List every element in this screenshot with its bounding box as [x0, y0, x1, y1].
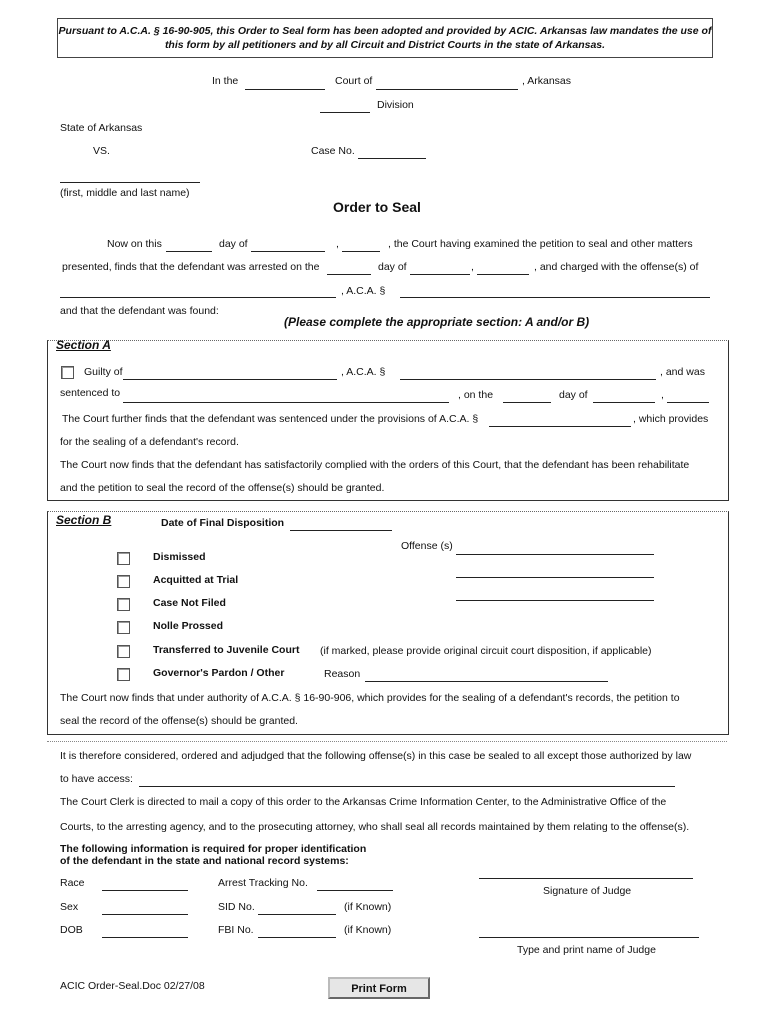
acquitted-label: Acquitted at Trial — [153, 574, 239, 586]
signature-line[interactable] — [479, 878, 693, 879]
now-on-this-label: Now on this — [107, 238, 162, 250]
month-field[interactable] — [251, 251, 325, 252]
document-id: ACIC Order-Seal.Doc 02/27/08 — [60, 980, 205, 992]
dismissed-checkbox[interactable] — [117, 552, 130, 565]
county-field[interactable] — [376, 89, 518, 90]
section-b-label: Section B — [56, 513, 112, 527]
divider — [47, 741, 727, 742]
guilty-of-label: Guilty of — [84, 366, 123, 378]
fbi-if-known: (if Known) — [344, 924, 392, 936]
arrest-month-field[interactable] — [410, 274, 470, 275]
sex-label: Sex — [60, 901, 79, 913]
dob-label: DOB — [60, 924, 83, 936]
sentence-field[interactable] — [123, 402, 449, 403]
day-of-label: day of — [219, 238, 248, 250]
acquitted-checkbox[interactable] — [117, 575, 130, 588]
access-label: to have access: — [60, 773, 133, 785]
comma-label: , — [336, 238, 339, 250]
comma-label-2: , — [471, 261, 474, 273]
case-no-label: Case No. — [311, 145, 355, 157]
signature-label: Signature of Judge — [543, 885, 632, 897]
not-filed-checkbox[interactable] — [117, 598, 130, 611]
arrest-day-field[interactable] — [327, 274, 371, 275]
offense-label: Offense (s) — [401, 540, 453, 552]
date-final-field[interactable] — [290, 530, 392, 531]
comma-label-a: , — [661, 389, 664, 401]
charged-text: , and charged with the offense(s) of — [534, 261, 699, 273]
sid-label: SID No. — [218, 901, 255, 913]
guilty-offense-field[interactable] — [123, 379, 337, 380]
fbi-label: FBI No. — [218, 924, 254, 936]
clerk-text: The Court Clerk is directed to mail a copy of this order to the Arkansas Crime Information Center, to the Administrative Office of the — [60, 796, 667, 808]
court-examined-text: , the Court having examined the petition to seal and other matters — [388, 238, 693, 250]
found-text: and that the defendant was found: — [60, 305, 219, 317]
section-a-label: Section A — [56, 338, 111, 352]
courts-text: Courts, to the arresting agency, and to the prosecuting attorney, who shall seal all records maintained by them relating to the offense(s). — [60, 821, 690, 833]
sentence-month-field[interactable] — [593, 402, 655, 403]
reason-field[interactable] — [365, 681, 608, 682]
offense-field-1[interactable] — [456, 554, 654, 555]
vs-label: VS. — [93, 145, 110, 157]
sentence-day-field[interactable] — [503, 402, 551, 403]
juvenile-label: Transferred to Juvenile Court — [153, 644, 300, 656]
guilty-checkbox[interactable] — [61, 366, 74, 379]
info-text-1: The following information is required for proper identification — [60, 843, 367, 855]
and-was-label: , and was — [660, 366, 705, 378]
pardon-checkbox[interactable] — [117, 668, 130, 681]
sid-if-known: (if Known) — [344, 901, 392, 913]
sentenced-to-label: sentenced to — [60, 387, 121, 399]
day-of-label-2: day of — [378, 261, 407, 273]
complied-text: The Court now finds that the defendant has satisfactorily complied with the orders of this Court, that the defendant has been rehabilitate — [60, 459, 690, 471]
division-field[interactable] — [320, 112, 370, 113]
date-final-label: Date of Final Disposition — [161, 517, 285, 529]
arrest-tracking-label: Arrest Tracking No. — [218, 877, 308, 889]
judge-name-label: Type and print name of Judge — [517, 944, 656, 956]
race-field[interactable] — [102, 890, 188, 891]
access-field[interactable] — [139, 786, 675, 787]
sealing-text: for the sealing of a defendant's record. — [60, 436, 239, 448]
section-instruction: (Please complete the appropriate section: A and/or B) — [284, 315, 590, 329]
arkansas-label: , Arkansas — [522, 75, 572, 87]
in-the-label: In the — [212, 75, 239, 87]
offense-field[interactable] — [60, 297, 336, 298]
race-label: Race — [60, 877, 85, 889]
nolle-label: Nolle Prossed — [153, 620, 224, 632]
arrest-tracking-field[interactable] — [317, 890, 393, 891]
fbi-field[interactable] — [258, 937, 336, 938]
sid-field[interactable] — [258, 914, 336, 915]
granted-text-a: and the petition to seal the record of the offense(s) should be granted. — [60, 482, 385, 494]
judge-name-line[interactable] — [479, 937, 699, 938]
considered-text: It is therefore considered, ordered and adjudged that the following offense(s) in this case be sealed to all except those authorized by law — [60, 750, 692, 762]
page-title: Order to Seal — [333, 199, 421, 215]
guilty-aca-field[interactable] — [400, 379, 656, 380]
defendant-name-field[interactable] — [60, 182, 200, 183]
court-type-field[interactable] — [245, 89, 325, 90]
arrest-year-field[interactable] — [477, 274, 529, 275]
further-finds-text: The Court further finds that the defendant was sentenced under the provisions of A.C.A. § — [62, 413, 479, 425]
day-field[interactable] — [166, 251, 212, 252]
dob-field[interactable] — [102, 937, 188, 938]
court-of-label: Court of — [335, 75, 373, 87]
dismissed-label: Dismissed — [153, 551, 206, 563]
aca-label: , A.C.A. § — [341, 285, 386, 297]
juvenile-note: (if marked, please provide original circuit court disposition, if applicable) — [320, 645, 652, 657]
day-of-label-a: day of — [559, 389, 588, 401]
reason-label: Reason — [324, 668, 361, 680]
not-filed-label: Case Not Filed — [153, 597, 226, 609]
aca-label-a: , A.C.A. § — [341, 366, 386, 378]
name-hint: (first, middle and last name) — [60, 187, 190, 199]
print-form-button[interactable]: Print Form — [328, 977, 430, 999]
sex-field[interactable] — [102, 914, 188, 915]
which-provides-text: , which provides — [633, 413, 709, 425]
aca-field[interactable] — [400, 297, 710, 298]
info-text-2: of the defendant in the state and national record systems: — [60, 855, 349, 867]
granted-text-b: seal the record of the offense(s) should be granted. — [60, 715, 298, 727]
on-the-label: , on the — [458, 389, 494, 401]
presented-text: presented, finds that the defendant was arrested on the — [62, 261, 320, 273]
nolle-checkbox[interactable] — [117, 621, 130, 634]
authority-text: The Court now finds that under authority of A.C.A. § 16-90-906, which provides for the sealing of a defendant's records, the petition to — [60, 692, 680, 704]
juvenile-checkbox[interactable] — [117, 645, 130, 658]
offense-field-3[interactable] — [456, 600, 654, 601]
division-label: Division — [377, 99, 414, 111]
provisions-aca-field[interactable] — [489, 426, 631, 427]
state-label: State of Arkansas — [60, 122, 143, 134]
sentence-year-field[interactable] — [667, 402, 709, 403]
offense-field-2[interactable] — [456, 577, 654, 578]
case-no-field[interactable] — [358, 158, 426, 159]
header-notice: Pursuant to A.C.A. § 16-90-905, this Order to Seal form has been adopted and provided by ACIC. Arkansas law mandates the use of this form by all petitioners and by all Circuit and District Courts in the state of Arkansas. — [57, 18, 713, 58]
pardon-label: Governor's Pardon / Other — [153, 667, 285, 679]
year-field[interactable] — [342, 251, 380, 252]
